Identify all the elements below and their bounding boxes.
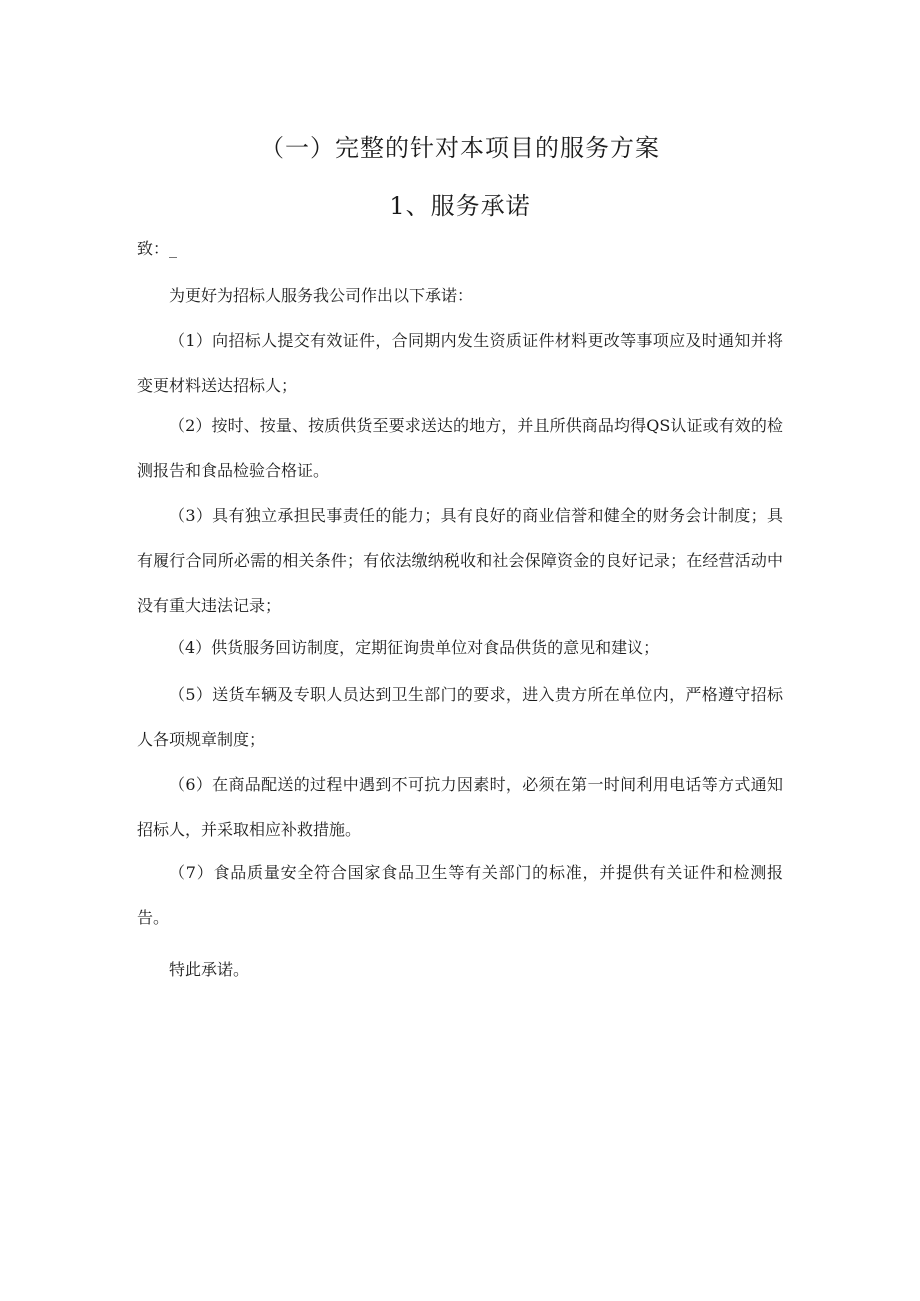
commitment-item-3: （3）具有独立承担民事责任的能力；具有良好的商业信誉和健全的财务会计制度；具有履行合同所必需的相关条件；有依法缴纳税收和社会保障资金的良好记录；在经营活动中没有重大违法记录； [137, 506, 783, 615]
commitment-item-2: （2）按时、按量、按质供货至要求送达的地方，并且所供商品均得QS认证或有效的检测报告和食品检验合格证。 [137, 416, 783, 480]
subsection-title: 1、服务承诺 [389, 192, 531, 220]
commitment-item-1: （1）向招标人提交有效证件，合同期内发生资质证件材料更改等事项应及时通知并将变更材料送达招标人； [137, 331, 783, 395]
salutation: 致：_ [137, 239, 178, 258]
commitment-item-7: （7）食品质量安全符合国家食品卫生等有关部门的标准，并提供有关证件和检测报告。 [137, 863, 783, 927]
closing-statement: 特此承诺。 [169, 960, 250, 979]
commitment-item-6: （6）在商品配送的过程中遇到不可抗力因素时，必须在第一时间利用电话等方式通知招标人，并采取相应补救措施。 [137, 775, 783, 839]
section-title: （一）完整的针对本项目的服务方案 [260, 134, 660, 162]
commitment-item-5: （5）送货车辆及专职人员达到卫生部门的要求，进入贵方所在单位内，严格遵守招标人各项规章制度； [137, 685, 783, 749]
commitment-item-4: （4）供货服务回访制度，定期征询贵单位对食品供货的意见和建议； [169, 638, 660, 657]
intro-paragraph: 为更好为招标人服务我公司作出以下承诺： [169, 286, 474, 305]
